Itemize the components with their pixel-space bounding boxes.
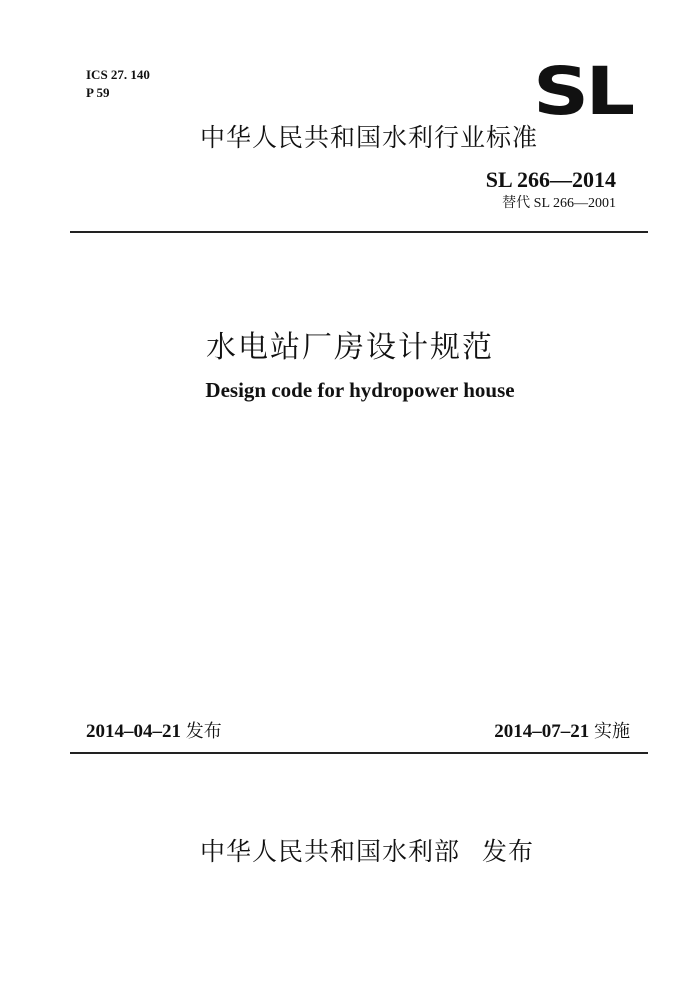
document-title-chinese: 水电站厂房设计规范 [206, 330, 494, 365]
effective-date-line [494, 717, 630, 743]
publisher-line [200, 832, 534, 868]
issue-date-line [86, 717, 222, 743]
industry-standard-title: 中华人民共和国水利行业标准 [200, 123, 539, 152]
ccs-code: P 59 [86, 85, 110, 100]
bottom-divider [70, 752, 648, 754]
effective-date: 2014–07–21 [494, 721, 590, 742]
issue-date: 2014–04–21 [86, 721, 181, 742]
top-divider [70, 231, 648, 233]
replaces-standard: 替代 SL 266—2001 [502, 196, 616, 211]
sl-logo: SL [533, 53, 632, 130]
publish-label: 发布 [482, 837, 535, 866]
document-title-english: Design code for hydropower house [205, 378, 515, 402]
classification-codes [86, 66, 150, 102]
publisher-name: 中华人民共和国水利部 [200, 837, 461, 866]
ics-code: ICS 27. 140 [86, 67, 150, 82]
standard-code: SL 266—2014 [485, 167, 616, 192]
issue-label: 发布 [185, 721, 222, 742]
effective-label: 实施 [594, 721, 630, 742]
